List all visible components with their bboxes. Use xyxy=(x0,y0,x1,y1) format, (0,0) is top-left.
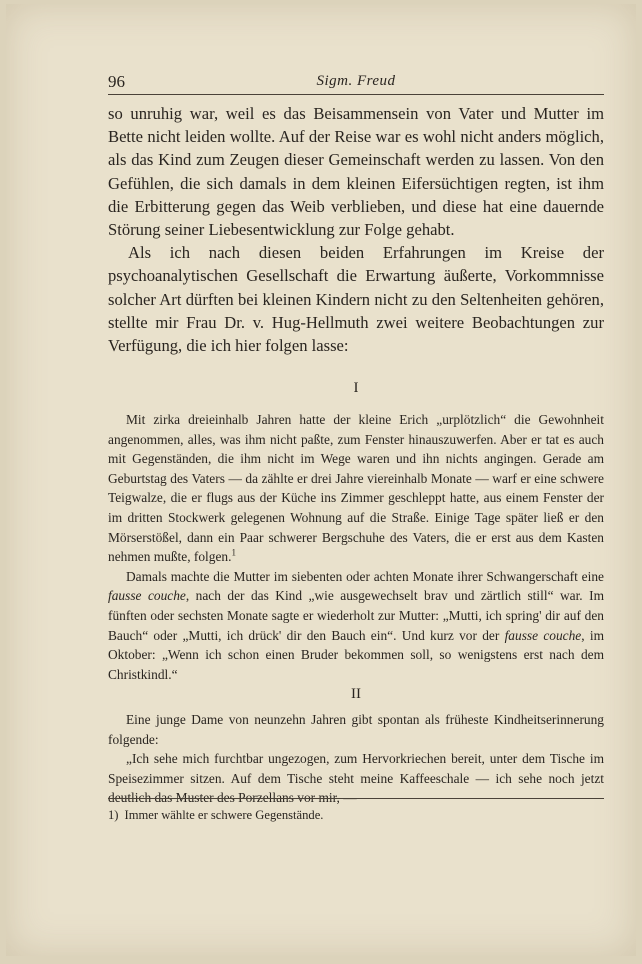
page-header xyxy=(108,72,604,95)
footnote-divider xyxy=(108,798,604,799)
running-head: Sigm. Freud xyxy=(316,73,396,89)
section-heading: II xyxy=(351,686,361,702)
book-page xyxy=(6,4,636,956)
italic-term: fausse couche xyxy=(504,627,582,643)
paragraph-text: Mit zirka dreieinhalb Jahren hatte der kleine Erich „urplötzlich“ die Gewohnheit angenommen, alles, was ihm nicht paßte, zum Fenster hinauszuwerfen. Aber er tat es auch mit Gegenständen, die ihm nicht im Wege waren und ihn nichts angingen. Gerade am Geburtstag des Vaters — da zählte er drei Jahre viereinhalb Monate — warf er eine schwere Teigwalze, die er flugs aus der Küche ins Zimmer geschleppt hatte, aus einem Fenster der im dritten Stockwerk gelegenen Wohnung auf die Straße. Einige Tage später ließ er den Mörserstößel, dann ein Paar schwerer Bergschuhe des Vaters, die er erst aus dem Kasten nehmen mußte, folgen. xyxy=(108,412,604,565)
paragraph xyxy=(108,410,604,567)
paragraph xyxy=(108,567,604,685)
italic-term: fausse couche xyxy=(108,588,186,604)
paragraph: so unruhig war, weil es das Beisammensein von Vater und Mutter im Bette nicht leiden wollte. Auf der Reise war es wohl nicht anders möglich, als das Kind zum Zeugen dieser Gemeinschaft werden zu lassen. Von den Gefühlen, die sich damals in dem kleinen Eifersüchtigen regten, ist ihm die Erbitterung gegen das Weib verblieben, und diese hat eine dauernde Störung seiner Liebesentwicklung zur Folge gehabt. xyxy=(108,104,604,240)
footnote xyxy=(108,808,604,823)
main-text xyxy=(108,102,604,357)
section-text xyxy=(108,410,604,684)
paragraph-text: , nach der das Kind „wie ausgewechselt brav und zärtlich still“ war. Im fünften oder sechsten Monate sagte er wiederholt zur Mutter: „Mutti, ich spring' dir auf den Bauch“ oder „Mutti, ich drück' dir den Bauch ein“. Und kurz vor der xyxy=(108,588,604,643)
paragraph: Als ich nach diesen beiden Erfahrungen im Kreise der psychoanalytischen Gesellschaft die Erwartung äußerte, Vorkommnisse solcher Art dürften bei kleinen Kindern nicht zu den Seltenheiten gehören, stellte mir Frau Dr. v. Hug-Hellmuth zwei weitere Beobachtungen zur Verfügung, die ich hier folgen lasse: xyxy=(108,243,604,356)
paragraph-text: , im Oktober: „Wenn ich schon einen Bruder bekommen soll, so wenigstens erst nach dem Christkindl.“ xyxy=(108,627,604,682)
paragraph-text: Damals machte die Mutter im siebenten oder achten Monate ihrer Schwangerschaft eine xyxy=(126,568,604,584)
footnote-reference: 1 xyxy=(231,547,236,558)
page-number: 96 xyxy=(108,72,125,91)
paragraph: „Ich sehe mich furchtbar ungezogen, zum Hervorkriechen bereit, unter dem Tische im Speisezimmer sitzen. Auf dem Tische steht meine Kaffeeschale — ich sehe noch jetzt deutlich das Muster des Porzellans vor mir, — xyxy=(108,751,604,806)
section-text xyxy=(108,710,604,808)
paragraph: Eine junge Dame von neunzehn Jahren gibt spontan als früheste Kindheitserinnerung folgende: xyxy=(108,712,604,747)
section-heading: I xyxy=(353,380,359,396)
footnote-text: Immer wählte er schwere Gegenstände. xyxy=(124,808,324,822)
footnote-marker: 1) xyxy=(108,808,119,822)
